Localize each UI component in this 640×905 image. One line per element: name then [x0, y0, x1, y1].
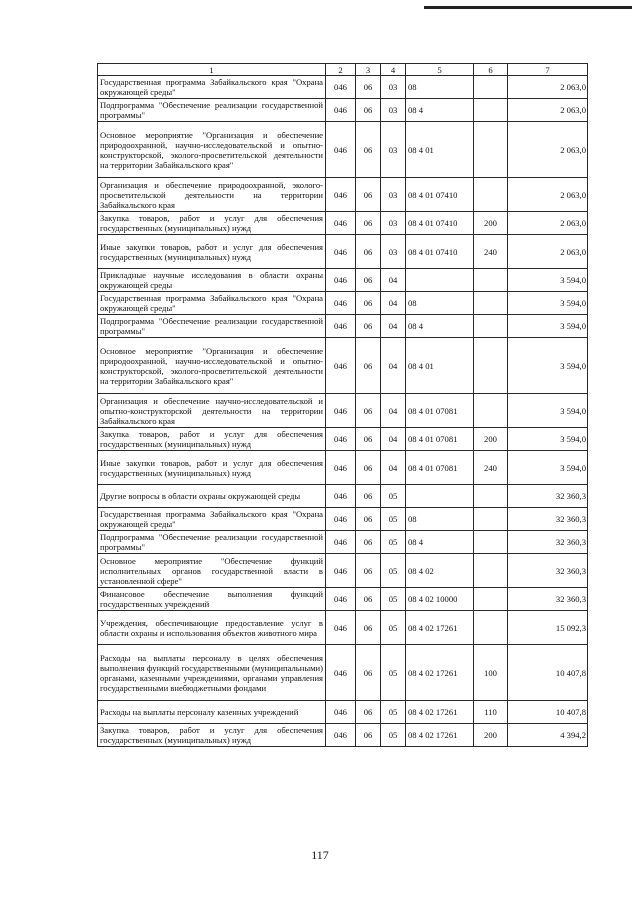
cell-sum: 3 594,0 — [508, 451, 588, 485]
table-row — [98, 701, 588, 724]
cell-rz: 06 — [356, 235, 381, 269]
cell-pr: 05 — [381, 508, 406, 531]
table-row — [98, 235, 588, 269]
cell-rz: 06 — [356, 292, 381, 315]
cell-pr: 04 — [381, 269, 406, 292]
cell-pr: 05 — [381, 588, 406, 611]
cell-ved: 046 — [326, 235, 356, 269]
table-row — [98, 178, 588, 212]
cell-pr: 05 — [381, 724, 406, 747]
cell-pr: 03 — [381, 122, 406, 178]
cell-pr: 05 — [381, 531, 406, 554]
cell-rz: 06 — [356, 531, 381, 554]
cell-pr: 04 — [381, 428, 406, 451]
cell-name: Расходы на выплаты персоналу казенных учреждений — [98, 701, 326, 724]
table-row — [98, 122, 588, 178]
cell-vr — [474, 554, 508, 588]
cell-ved: 046 — [326, 269, 356, 292]
cell-sum: 2 063,0 — [508, 212, 588, 235]
cell-csr: 08 4 01 07081 — [406, 428, 474, 451]
header-cell-sum: 7 — [508, 64, 588, 76]
table-row — [98, 724, 588, 747]
cell-ved: 046 — [326, 451, 356, 485]
cell-ved: 046 — [326, 645, 356, 701]
cell-name: Расходы на выплаты персоналу в целях обеспечения выполнения функций государственными (муниципальными) органами, казенными учреждениями, органами управления государственными внебюджетными фондами — [98, 645, 326, 701]
cell-ved: 046 — [326, 531, 356, 554]
cell-pr: 04 — [381, 315, 406, 338]
table-row — [98, 554, 588, 588]
cell-vr: 200 — [474, 212, 508, 235]
cell-ved: 046 — [326, 588, 356, 611]
table-row — [98, 394, 588, 428]
cell-vr — [474, 122, 508, 178]
cell-rz: 06 — [356, 554, 381, 588]
cell-ved: 046 — [326, 508, 356, 531]
cell-name: Учреждения, обеспечивающие предоставление услуг в области охраны и использования объектов животного мира — [98, 611, 326, 645]
cell-rz: 06 — [356, 611, 381, 645]
cell-ved: 046 — [326, 212, 356, 235]
cell-csr: 08 — [406, 292, 474, 315]
cell-rz: 06 — [356, 394, 381, 428]
cell-rz: 06 — [356, 645, 381, 701]
cell-name: Финансовое обеспечение выполнения функций государственных учреждений — [98, 588, 326, 611]
budget-table — [97, 63, 588, 747]
cell-ved: 046 — [326, 76, 356, 99]
cell-rz: 06 — [356, 315, 381, 338]
cell-name: Государственная программа Забайкальского края "Охрана окружающей среды" — [98, 292, 326, 315]
cell-name: Организация и обеспечение природоохранной, эколого-просветительской деятельности на территории Забайкальского края — [98, 178, 326, 212]
cell-csr: 08 — [406, 76, 474, 99]
cell-ved: 046 — [326, 428, 356, 451]
cell-vr — [474, 338, 508, 394]
cell-vr: 100 — [474, 645, 508, 701]
cell-sum: 2 063,0 — [508, 178, 588, 212]
cell-vr: 240 — [474, 235, 508, 269]
cell-pr: 05 — [381, 701, 406, 724]
cell-csr: 08 4 01 — [406, 122, 474, 178]
table-row — [98, 531, 588, 554]
cell-pr: 03 — [381, 178, 406, 212]
cell-name: Закупка товаров, работ и услуг для обеспечения государственных (муниципальных) нужд — [98, 212, 326, 235]
table-row — [98, 611, 588, 645]
cell-name: Основное мероприятие "Организация и обеспечение природоохранной, научно-исследовательской и опытно- конструкторской, эколого-просветительской деятельности на территории Забайкальского края" — [98, 122, 326, 178]
cell-sum: 3 594,0 — [508, 269, 588, 292]
cell-pr: 04 — [381, 338, 406, 394]
table-row — [98, 315, 588, 338]
cell-sum: 32 360,3 — [508, 588, 588, 611]
cell-pr: 04 — [381, 451, 406, 485]
cell-vr: 200 — [474, 724, 508, 747]
cell-vr — [474, 269, 508, 292]
cell-ved: 046 — [326, 338, 356, 394]
header-cell-rz: 3 — [356, 64, 381, 76]
header-cell-vr: 6 — [474, 64, 508, 76]
cell-name: Другие вопросы в области охраны окружающей среды — [98, 485, 326, 508]
cell-csr: 08 4 01 07081 — [406, 451, 474, 485]
cell-sum: 32 360,3 — [508, 508, 588, 531]
cell-vr — [474, 485, 508, 508]
cell-ved: 046 — [326, 292, 356, 315]
cell-name: Закупка товаров, работ и услуг для обеспечения государственных (муниципальных) нужд — [98, 724, 326, 747]
table-row — [98, 212, 588, 235]
cell-sum: 2 063,0 — [508, 235, 588, 269]
cell-pr: 03 — [381, 235, 406, 269]
header-cell-pr: 4 — [381, 64, 406, 76]
cell-ved: 046 — [326, 178, 356, 212]
cell-vr — [474, 99, 508, 122]
cell-rz: 06 — [356, 338, 381, 394]
table-row — [98, 269, 588, 292]
cell-csr — [406, 269, 474, 292]
cell-rz: 06 — [356, 588, 381, 611]
table-row — [98, 99, 588, 122]
cell-name: Подпрограмма "Обеспечение реализации государственной программы" — [98, 531, 326, 554]
cell-ved: 046 — [326, 99, 356, 122]
cell-vr — [474, 292, 508, 315]
cell-name: Иные закупки товаров, работ и услуг для обеспечения государственных (муниципальных) нужд — [98, 235, 326, 269]
cell-vr: 200 — [474, 428, 508, 451]
cell-csr: 08 4 01 07081 — [406, 394, 474, 428]
cell-vr — [474, 588, 508, 611]
cell-csr: 08 4 01 07410 — [406, 178, 474, 212]
table-body — [98, 64, 588, 747]
cell-csr: 08 4 — [406, 99, 474, 122]
cell-csr: 08 4 — [406, 315, 474, 338]
cell-csr: 08 4 02 17261 — [406, 701, 474, 724]
cell-pr: 05 — [381, 645, 406, 701]
cell-name: Закупка товаров, работ и услуг для обеспечения государственных (муниципальных) нужд — [98, 428, 326, 451]
cell-vr — [474, 611, 508, 645]
cell-ved: 046 — [326, 315, 356, 338]
cell-csr: 08 4 02 10000 — [406, 588, 474, 611]
cell-ved: 046 — [326, 122, 356, 178]
cell-csr: 08 4 01 07410 — [406, 212, 474, 235]
header-cell-csr: 5 — [406, 64, 474, 76]
cell-rz: 06 — [356, 178, 381, 212]
header-cell-ved: 2 — [326, 64, 356, 76]
cell-pr: 04 — [381, 394, 406, 428]
cell-ved: 046 — [326, 724, 356, 747]
cell-pr: 03 — [381, 76, 406, 99]
cell-sum: 3 594,0 — [508, 394, 588, 428]
cell-sum: 2 063,0 — [508, 76, 588, 99]
cell-sum: 32 360,3 — [508, 485, 588, 508]
cell-vr — [474, 394, 508, 428]
header-cell-name: 1 — [98, 64, 326, 76]
cell-csr: 08 4 02 17261 — [406, 645, 474, 701]
cell-sum: 3 594,0 — [508, 292, 588, 315]
cell-sum: 4 394,2 — [508, 724, 588, 747]
cell-sum: 32 360,3 — [508, 554, 588, 588]
cell-vr — [474, 508, 508, 531]
cell-ved: 046 — [326, 701, 356, 724]
cell-rz: 06 — [356, 428, 381, 451]
cell-rz: 06 — [356, 99, 381, 122]
table-row — [98, 428, 588, 451]
cell-vr — [474, 76, 508, 99]
table-row — [98, 588, 588, 611]
cell-name: Организация и обеспечение научно-исследовательской и опытно-конструкторской деятельности на территории Забайкальского края — [98, 394, 326, 428]
cell-csr: 08 4 02 — [406, 554, 474, 588]
cell-csr: 08 4 01 — [406, 338, 474, 394]
cell-sum: 10 407,8 — [508, 701, 588, 724]
cell-rz: 06 — [356, 76, 381, 99]
cell-pr: 05 — [381, 611, 406, 645]
cell-pr: 03 — [381, 99, 406, 122]
cell-sum: 3 594,0 — [508, 315, 588, 338]
cell-csr: 08 4 01 07410 — [406, 235, 474, 269]
cell-ved: 046 — [326, 394, 356, 428]
cell-name: Основное мероприятие "Обеспечение функций исполнительных органов государственной власти в установленной сфере" — [98, 554, 326, 588]
page-number: 117 — [311, 848, 329, 862]
cell-sum: 3 594,0 — [508, 338, 588, 394]
cell-name: Подпрограмма "Обеспечение реализации государственной программы" — [98, 99, 326, 122]
cell-sum: 32 360,3 — [508, 531, 588, 554]
cell-sum: 2 063,0 — [508, 122, 588, 178]
cell-vr: 240 — [474, 451, 508, 485]
cell-csr — [406, 485, 474, 508]
header-row — [98, 64, 588, 76]
cell-rz: 06 — [356, 451, 381, 485]
cell-ved: 046 — [326, 611, 356, 645]
table-row — [98, 485, 588, 508]
cell-vr — [474, 315, 508, 338]
cell-csr: 08 — [406, 508, 474, 531]
cell-name: Иные закупки товаров, работ и услуг для обеспечения государственных (муниципальных) нужд — [98, 451, 326, 485]
cell-name: Государственная программа Забайкальского края "Охрана окружающей среды" — [98, 76, 326, 99]
cell-name: Основное мероприятие "Организация и обеспечение природоохранной, научно-исследовательской и опытно- конструкторской, эколого-просветительской деятельности на территории Забайкальского края" — [98, 338, 326, 394]
cell-name: Прикладные научные исследования в области охраны окружающей среды — [98, 269, 326, 292]
cell-name: Подпрограмма "Обеспечение реализации государственной программы" — [98, 315, 326, 338]
cell-csr: 08 4 — [406, 531, 474, 554]
cell-rz: 06 — [356, 485, 381, 508]
top-rule — [424, 6, 632, 9]
cell-rz: 06 — [356, 701, 381, 724]
cell-rz: 06 — [356, 122, 381, 178]
cell-ved: 046 — [326, 485, 356, 508]
table-row — [98, 645, 588, 701]
table-row — [98, 338, 588, 394]
cell-pr: 03 — [381, 212, 406, 235]
table-row — [98, 508, 588, 531]
table-row — [98, 451, 588, 485]
cell-name: Государственная программа Забайкальского края "Охрана окружающей среды" — [98, 508, 326, 531]
cell-sum: 10 407,8 — [508, 645, 588, 701]
cell-csr: 08 4 02 17261 — [406, 611, 474, 645]
cell-rz: 06 — [356, 269, 381, 292]
cell-vr — [474, 531, 508, 554]
cell-rz: 06 — [356, 724, 381, 747]
cell-pr: 05 — [381, 554, 406, 588]
cell-csr: 08 4 02 17261 — [406, 724, 474, 747]
cell-rz: 06 — [356, 508, 381, 531]
cell-pr: 05 — [381, 485, 406, 508]
table-row — [98, 76, 588, 99]
cell-pr: 04 — [381, 292, 406, 315]
cell-rz: 06 — [356, 212, 381, 235]
cell-ved: 046 — [326, 554, 356, 588]
cell-sum: 2 063,0 — [508, 99, 588, 122]
cell-sum: 3 594,0 — [508, 428, 588, 451]
cell-vr — [474, 178, 508, 212]
table-row — [98, 292, 588, 315]
cell-sum: 15 092,3 — [508, 611, 588, 645]
cell-vr: 110 — [474, 701, 508, 724]
